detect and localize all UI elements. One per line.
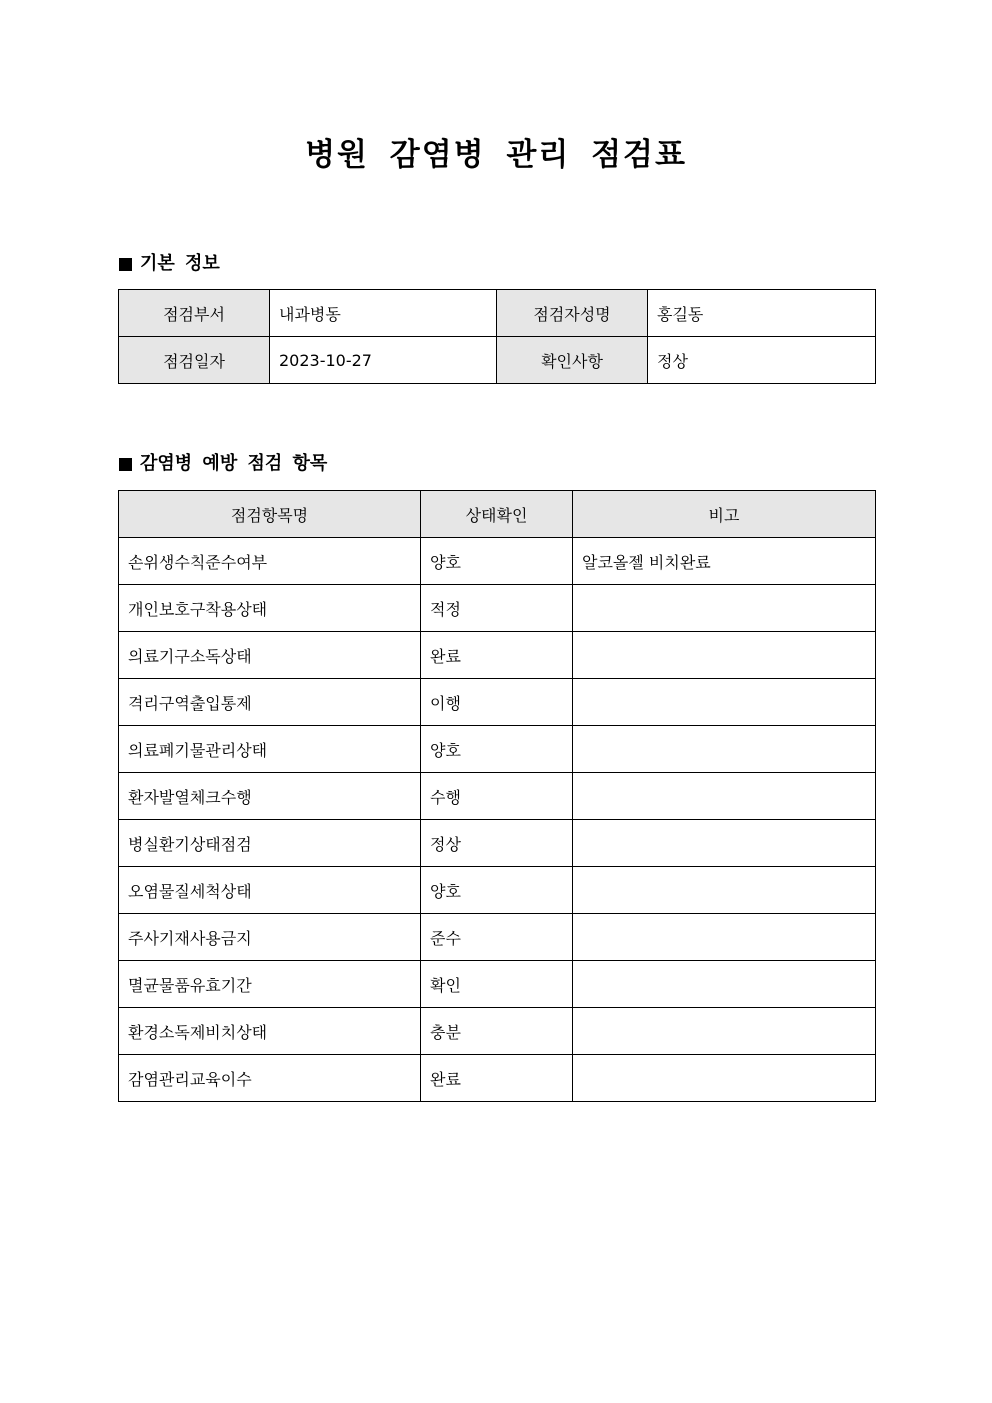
item-status: 충분 bbox=[421, 1008, 573, 1055]
table-row bbox=[119, 1008, 876, 1055]
inspection-date-label: 점검일자 bbox=[119, 337, 270, 384]
square-bullet-icon bbox=[119, 258, 132, 271]
item-note bbox=[573, 632, 876, 679]
basic-info-table bbox=[118, 289, 876, 384]
item-note bbox=[573, 961, 876, 1008]
checklist-heading-text: 감염병 예방 점검 항목 bbox=[140, 453, 328, 474]
table-row bbox=[119, 914, 876, 961]
table-row bbox=[119, 538, 876, 585]
item-status: 완료 bbox=[421, 632, 573, 679]
item-status: 양호 bbox=[421, 538, 573, 585]
item-name: 격리구역출입통제 bbox=[119, 679, 421, 726]
item-status: 확인 bbox=[421, 961, 573, 1008]
item-status: 준수 bbox=[421, 914, 573, 961]
column-header-note: 비고 bbox=[573, 491, 876, 538]
table-row bbox=[119, 337, 876, 384]
item-status: 적정 bbox=[421, 585, 573, 632]
item-name: 오염물질세척상태 bbox=[119, 867, 421, 914]
table-row bbox=[119, 773, 876, 820]
item-status: 양호 bbox=[421, 726, 573, 773]
basic-info-heading bbox=[119, 251, 220, 277]
department-value: 내과병동 bbox=[270, 290, 497, 337]
inspector-name-label: 점검자성명 bbox=[497, 290, 648, 337]
table-header-row bbox=[119, 491, 876, 538]
item-status: 이행 bbox=[421, 679, 573, 726]
item-status: 정상 bbox=[421, 820, 573, 867]
checklist-heading bbox=[119, 451, 327, 477]
item-note bbox=[573, 914, 876, 961]
item-name: 환경소독제비치상태 bbox=[119, 1008, 421, 1055]
item-note bbox=[573, 773, 876, 820]
item-note bbox=[573, 726, 876, 773]
checklist-table bbox=[118, 490, 876, 1102]
item-note bbox=[573, 820, 876, 867]
table-row bbox=[119, 867, 876, 914]
item-note bbox=[573, 1008, 876, 1055]
table-row bbox=[119, 632, 876, 679]
table-row bbox=[119, 961, 876, 1008]
item-status: 완료 bbox=[421, 1055, 573, 1102]
item-status: 양호 bbox=[421, 867, 573, 914]
item-name: 의료기구소독상태 bbox=[119, 632, 421, 679]
item-status: 수행 bbox=[421, 773, 573, 820]
item-name: 주사기재사용금지 bbox=[119, 914, 421, 961]
item-name: 멸균물품유효기간 bbox=[119, 961, 421, 1008]
item-name: 병실환기상태점검 bbox=[119, 820, 421, 867]
inspection-date-value: 2023-10-27 bbox=[270, 337, 497, 384]
table-row bbox=[119, 679, 876, 726]
confirmation-label: 확인사항 bbox=[497, 337, 648, 384]
page-title: 병원 감염병 관리 점검표 bbox=[305, 137, 687, 173]
item-note: 알코올젤 비치완료 bbox=[573, 538, 876, 585]
table-row bbox=[119, 290, 876, 337]
confirmation-value: 정상 bbox=[648, 337, 876, 384]
column-header-item: 점검항목명 bbox=[119, 491, 421, 538]
table-row bbox=[119, 820, 876, 867]
item-note bbox=[573, 679, 876, 726]
item-name: 의료폐기물관리상태 bbox=[119, 726, 421, 773]
item-note bbox=[573, 1055, 876, 1102]
table-row bbox=[119, 1055, 876, 1102]
department-label: 점검부서 bbox=[119, 290, 270, 337]
inspector-name-value: 홍길동 bbox=[648, 290, 876, 337]
item-name: 손위생수칙준수여부 bbox=[119, 538, 421, 585]
item-name: 환자발열체크수행 bbox=[119, 773, 421, 820]
item-name: 감염관리교육이수 bbox=[119, 1055, 421, 1102]
column-header-status: 상태확인 bbox=[421, 491, 573, 538]
square-bullet-icon bbox=[119, 458, 132, 471]
item-note bbox=[573, 867, 876, 914]
item-name: 개인보호구착용상태 bbox=[119, 585, 421, 632]
basic-info-heading-text: 기본 정보 bbox=[140, 253, 220, 274]
table-row bbox=[119, 726, 876, 773]
item-note bbox=[573, 585, 876, 632]
table-row bbox=[119, 585, 876, 632]
